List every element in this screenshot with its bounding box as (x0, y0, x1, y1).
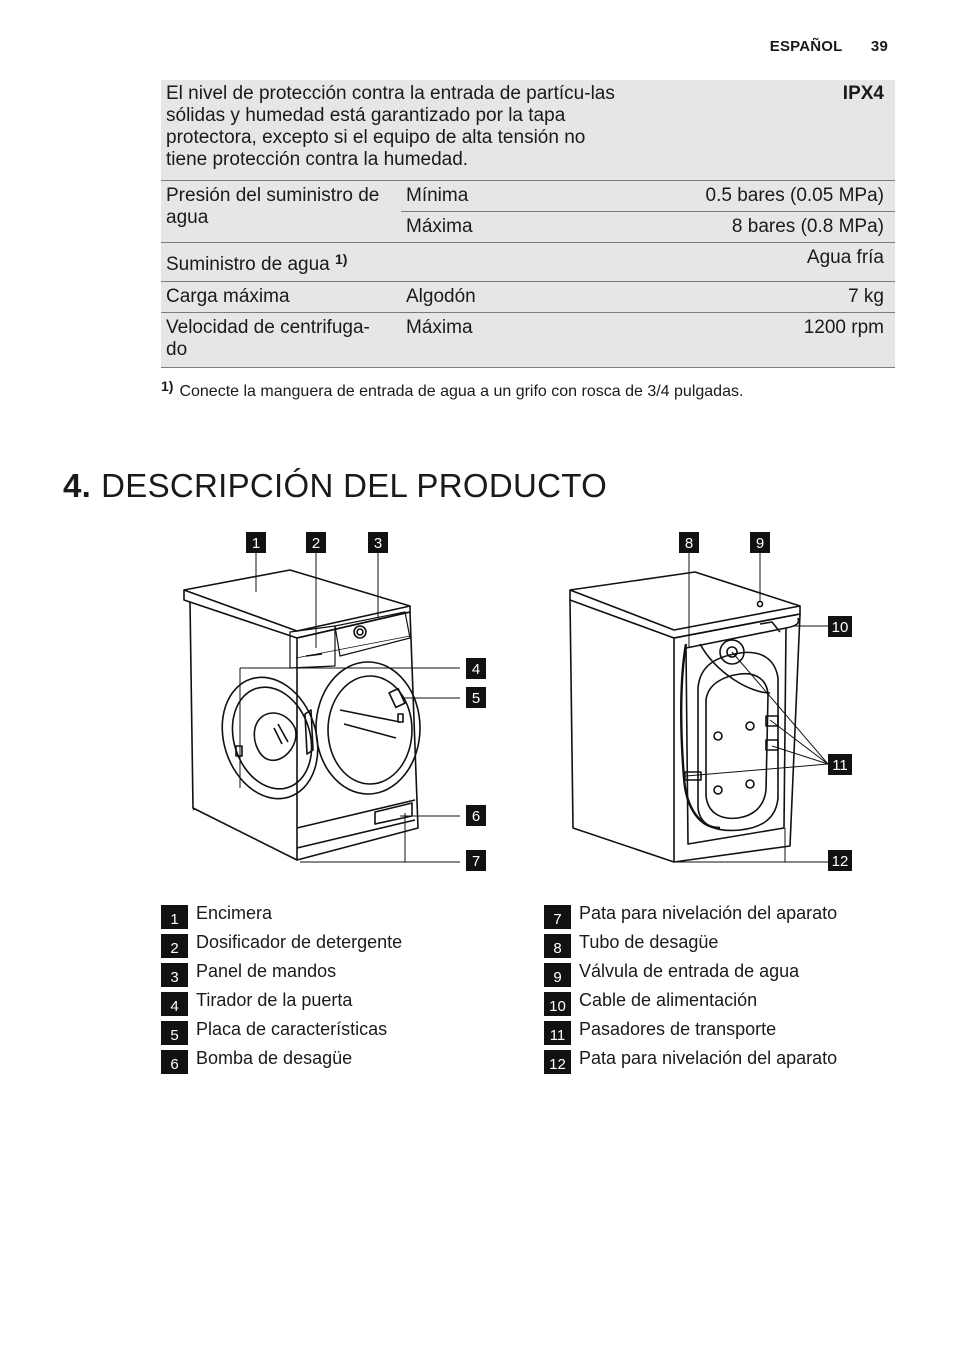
page-header (770, 38, 888, 55)
legend-number: 1 (161, 905, 188, 929)
svg-text:2: 2 (311, 535, 321, 552)
footnote-text: Conecte la manguera de entrada de agua a un grifo con rosca de 3/4 pulgadas. (179, 383, 744, 400)
max-load-label: Carga máxima (161, 281, 401, 312)
svg-text:8: 8 (684, 535, 694, 552)
specifications-table (161, 80, 895, 368)
section-title (63, 467, 607, 505)
svg-text:1: 1 (251, 535, 261, 552)
spin-label: Velocidad de centrifuga-do (161, 312, 401, 367)
diagram-label-11 (828, 754, 852, 775)
page-number: 39 (870, 38, 888, 55)
legend-text: Pata para nivelación del aparato (579, 1048, 838, 1068)
spin-sub: Máxima (401, 312, 641, 367)
table-row (161, 281, 895, 312)
legend-item (161, 902, 402, 931)
diagram-label-7 (466, 850, 486, 871)
legend-text: Pasadores de transporte (579, 1019, 777, 1039)
legend-text: Tubo de desagüe (579, 932, 719, 952)
table-row (161, 180, 895, 211)
section-number: 4. (63, 467, 92, 504)
diagram-label-1 (246, 532, 266, 553)
ip-label: El nivel de protección contra la entrada de partícu-las sólidas y humedad está garantizado por la tapa protectora, excepto si el equipo de alta tensión no tiene protección contra la humedad. (161, 80, 641, 180)
svg-text:7: 7 (471, 853, 481, 870)
pressure-min-label: Mínima (401, 180, 641, 211)
legend-number: 12 (544, 1050, 571, 1074)
legend-item (161, 960, 402, 989)
legend-text: Dosificador de detergente (196, 932, 403, 952)
legend-number: 7 (544, 905, 571, 929)
legend-item (161, 1047, 402, 1076)
legend-text: Panel de mandos (196, 961, 337, 981)
diagram-label-5 (466, 687, 486, 708)
diagram-label-2 (306, 532, 326, 553)
ip-value: IPX4 (641, 80, 895, 180)
pressure-min-value: 0.5 bares (0.05 MPa) (641, 180, 895, 211)
pressure-max-label: Máxima (401, 211, 641, 242)
legend-number: 8 (544, 934, 571, 958)
legend-number: 3 (161, 963, 188, 987)
diagram-label-8 (679, 532, 699, 553)
legend-number: 6 (161, 1050, 188, 1074)
legend-item (544, 931, 837, 960)
svg-text:3: 3 (373, 535, 383, 552)
legend-item (544, 902, 837, 931)
legend-text: Cable de alimentación (579, 990, 758, 1010)
legend-item (544, 1047, 837, 1076)
diagram-label-10 (828, 616, 852, 637)
header-language: ESPAÑOL (769, 38, 843, 55)
max-load-value: 7 kg (641, 281, 895, 312)
table-row (161, 80, 895, 180)
svg-text:5: 5 (471, 690, 481, 707)
max-load-sub: Algodón (401, 281, 641, 312)
front-view-machine (184, 570, 420, 860)
washing-machine-illustration (160, 528, 860, 878)
svg-text:11: 11 (832, 757, 848, 774)
diagram-label-6 (466, 805, 486, 826)
legend-number: 2 (161, 934, 188, 958)
svg-text:10: 10 (831, 619, 849, 636)
product-diagram (160, 528, 860, 878)
legend-item (161, 931, 402, 960)
legend-text: Válvula de entrada de agua (579, 961, 800, 981)
rear-view-machine (570, 572, 800, 862)
footnote-mark: 1) (161, 378, 174, 394)
pressure-label: Presión del suministro de agua (161, 180, 401, 242)
legend-left (161, 902, 402, 1076)
diagram-label-4 (466, 658, 486, 679)
svg-text:12: 12 (831, 853, 849, 870)
diagram-label-badges (246, 532, 852, 871)
legend-text: Encimera (196, 903, 273, 923)
svg-text:4: 4 (471, 661, 481, 678)
footnote-ref: 1) (335, 250, 348, 267)
diagram-label-12 (828, 850, 852, 871)
legend-number: 10 (544, 992, 571, 1016)
legend-number: 9 (544, 963, 571, 987)
legend-item (544, 989, 837, 1018)
legend-number: 5 (161, 1021, 188, 1045)
table-row (161, 312, 895, 367)
water-supply-label: Suministro de agua $^{1)}$ (161, 242, 401, 281)
legend-number: 11 (544, 1021, 571, 1045)
legend-text: Placa de características (196, 1019, 388, 1039)
svg-text:6: 6 (471, 808, 481, 825)
legend-text: Bomba de desagüe (196, 1048, 353, 1068)
pressure-max-value: 8 bares (0.8 MPa) (641, 211, 895, 242)
diagram-label-3 (368, 532, 388, 553)
legend-text: Pata para nivelación del aparato (579, 903, 838, 923)
legend-item (544, 960, 837, 989)
svg-text:9: 9 (755, 535, 765, 552)
legend-item (161, 1018, 402, 1047)
footnote (161, 378, 743, 401)
diagram-label-9 (750, 532, 770, 553)
legend-item (544, 1018, 837, 1047)
spin-value: 1200 rpm (641, 312, 895, 367)
legend-number: 4 (161, 992, 188, 1016)
legend-item (161, 989, 402, 1018)
legend-right (544, 902, 837, 1076)
table-row (161, 242, 895, 281)
legend-text: Tirador de la puerta (196, 990, 353, 1010)
water-supply-value: Agua fría (641, 242, 895, 281)
section-heading: DESCRIPCIÓN DEL PRODUCTO (101, 467, 608, 504)
